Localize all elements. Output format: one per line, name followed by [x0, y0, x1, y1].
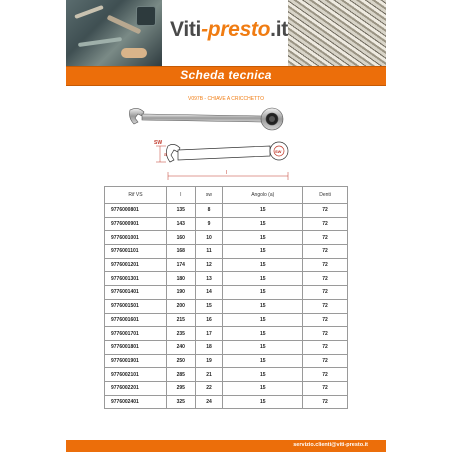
- cell-ref: 9776001601: [105, 313, 167, 327]
- table-row: [105, 368, 348, 382]
- cell-sw: 19: [195, 354, 223, 368]
- cell-length: 215: [167, 313, 196, 327]
- cell-sw: 10: [195, 231, 223, 245]
- cell-sw: 22: [195, 381, 223, 395]
- cell-angle: 15: [223, 381, 303, 395]
- cell-angle: 15: [223, 368, 303, 382]
- cell-teeth: 72: [303, 395, 348, 409]
- table-row: [105, 286, 348, 300]
- col-header-ref: Rif VS: [105, 187, 167, 204]
- col-header-length: l: [167, 187, 196, 204]
- cell-length: 174: [167, 258, 196, 272]
- table-row: [105, 204, 348, 218]
- header: [66, 0, 386, 66]
- cell-sw: 21: [195, 368, 223, 382]
- cell-sw: 12: [195, 258, 223, 272]
- table-row: [105, 340, 348, 354]
- table-row: [105, 272, 348, 286]
- cell-length: 285: [167, 368, 196, 382]
- cell-teeth: 72: [303, 258, 348, 272]
- label-a: a: [164, 152, 167, 158]
- cell-teeth: 72: [303, 381, 348, 395]
- cell-angle: 15: [223, 299, 303, 313]
- table-row: [105, 313, 348, 327]
- table-row: [105, 245, 348, 259]
- col-header-angle: Angolo (a): [223, 187, 303, 204]
- cell-sw: 13: [195, 272, 223, 286]
- tools-photo: [66, 0, 162, 66]
- col-header-sw: sw: [195, 187, 223, 204]
- cell-ref: 9776001501: [105, 299, 167, 313]
- cell-teeth: 72: [303, 327, 348, 341]
- cell-teeth: 72: [303, 299, 348, 313]
- table-row: [105, 395, 348, 409]
- col-header-teeth: Denti: [303, 187, 348, 204]
- title-banner: [66, 66, 386, 86]
- brand-part-2: -presto: [201, 18, 271, 41]
- wrench-photo-icon: [124, 104, 294, 132]
- cell-sw: 8: [195, 204, 223, 218]
- technical-drawing: [154, 136, 304, 184]
- cell-length: 295: [167, 381, 196, 395]
- table-row: [105, 217, 348, 231]
- cell-ref: 9776001001: [105, 231, 167, 245]
- cell-length: 325: [167, 395, 196, 409]
- cell-length: 180: [167, 272, 196, 286]
- cell-ref: 9776000801: [105, 204, 167, 218]
- label-sw-inner: SW: [275, 149, 282, 154]
- table-row: [105, 381, 348, 395]
- cell-ref: 9776001901: [105, 354, 167, 368]
- table-row: [105, 258, 348, 272]
- table-row: [105, 299, 348, 313]
- cell-sw: 15: [195, 299, 223, 313]
- cell-ref: 9776002101: [105, 368, 167, 382]
- cell-ref: 9776001401: [105, 286, 167, 300]
- cell-teeth: 72: [303, 286, 348, 300]
- cell-angle: 15: [223, 231, 303, 245]
- cell-teeth: 72: [303, 217, 348, 231]
- cell-teeth: 72: [303, 231, 348, 245]
- table-header-row: [105, 187, 348, 204]
- cell-ref: 9776001701: [105, 327, 167, 341]
- cell-ref: 9776001301: [105, 272, 167, 286]
- page-title: Scheda tecnica: [180, 68, 272, 82]
- cell-teeth: 72: [303, 340, 348, 354]
- cell-teeth: 72: [303, 204, 348, 218]
- cell-ref: 9776001201: [105, 258, 167, 272]
- cell-ref: 9776002201: [105, 381, 167, 395]
- cell-sw: 18: [195, 340, 223, 354]
- table-row: [105, 354, 348, 368]
- cell-length: 135: [167, 204, 196, 218]
- cell-angle: 15: [223, 395, 303, 409]
- cell-angle: 15: [223, 245, 303, 259]
- cell-angle: 15: [223, 313, 303, 327]
- cell-length: 240: [167, 340, 196, 354]
- cell-teeth: 72: [303, 313, 348, 327]
- cell-teeth: 72: [303, 368, 348, 382]
- table-row: [105, 327, 348, 341]
- cell-angle: 15: [223, 258, 303, 272]
- datasheet-page: [66, 0, 386, 452]
- cell-angle: 15: [223, 272, 303, 286]
- cell-sw: 11: [195, 245, 223, 259]
- cell-angle: 15: [223, 354, 303, 368]
- cell-angle: 15: [223, 340, 303, 354]
- cell-sw: 24: [195, 395, 223, 409]
- cell-teeth: 72: [303, 245, 348, 259]
- cell-ref: 9776001101: [105, 245, 167, 259]
- cell-length: 143: [167, 217, 196, 231]
- cell-angle: 15: [223, 217, 303, 231]
- cell-ref: 9776000901: [105, 217, 167, 231]
- label-l: l: [226, 170, 228, 176]
- brand-logo: [170, 18, 288, 42]
- cell-teeth: 72: [303, 272, 348, 286]
- brand-part-3: .it: [270, 18, 288, 41]
- label-sw: SW: [154, 140, 163, 146]
- cell-sw: 16: [195, 313, 223, 327]
- table-row: [105, 231, 348, 245]
- cell-length: 235: [167, 327, 196, 341]
- cell-sw: 17: [195, 327, 223, 341]
- product-code: V097B - CHIAVE A CRICCHETTO: [188, 96, 264, 102]
- cell-ref: 9776001801: [105, 340, 167, 354]
- cell-ref: 9776002401: [105, 395, 167, 409]
- screws-photo: [288, 0, 386, 66]
- cell-angle: 15: [223, 204, 303, 218]
- contact-email[interactable]: servizio.clienti@viti-presto.it: [293, 442, 368, 448]
- cell-length: 250: [167, 354, 196, 368]
- cell-angle: 15: [223, 327, 303, 341]
- cell-sw: 14: [195, 286, 223, 300]
- cell-sw: 9: [195, 217, 223, 231]
- brand-part-1: Viti: [170, 18, 202, 41]
- cell-teeth: 72: [303, 354, 348, 368]
- cell-length: 160: [167, 231, 196, 245]
- cell-angle: 15: [223, 286, 303, 300]
- cell-length: 190: [167, 286, 196, 300]
- cell-length: 200: [167, 299, 196, 313]
- footer-bar: [66, 440, 386, 452]
- spec-table: [104, 186, 348, 409]
- cell-length: 168: [167, 245, 196, 259]
